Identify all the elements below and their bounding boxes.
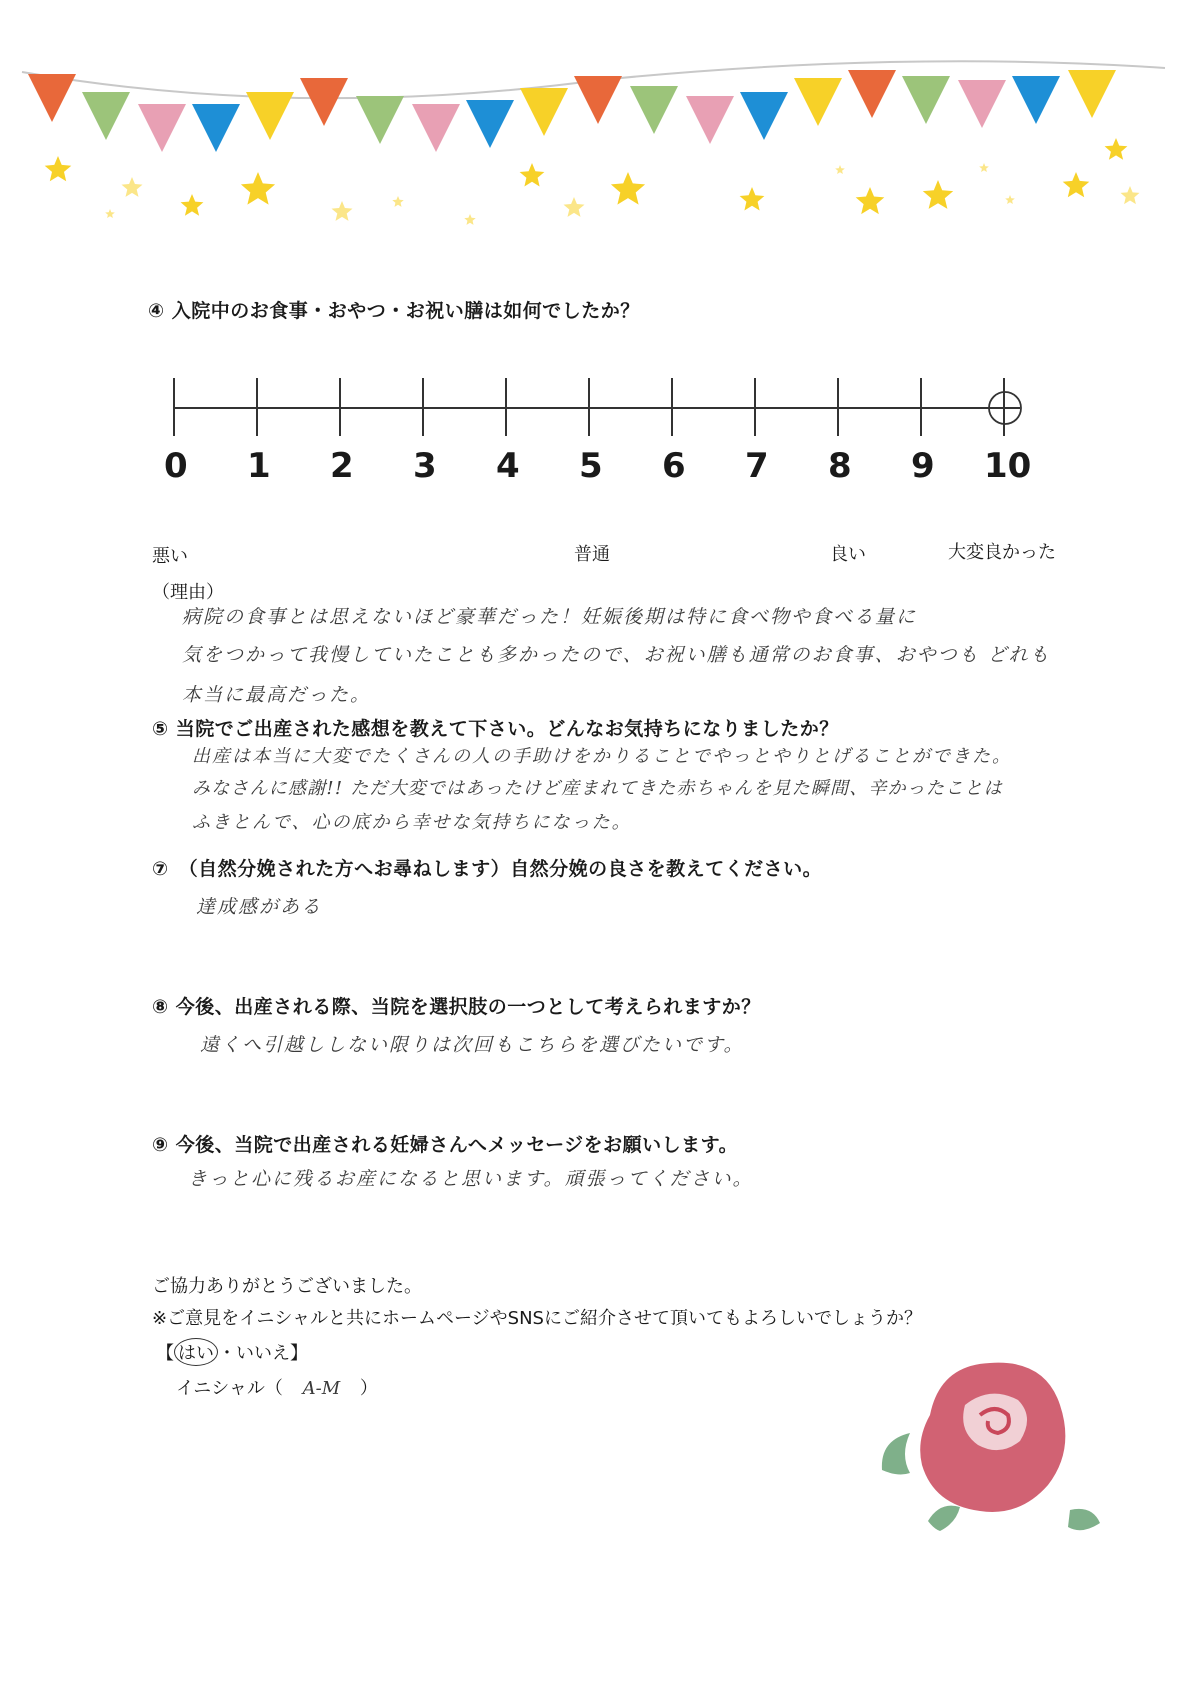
initial-label: イニシャル（ xyxy=(176,1378,283,1399)
scale-number-3: 3 xyxy=(413,446,437,486)
scale-number-2: 2 xyxy=(330,446,354,486)
star-icon xyxy=(45,156,72,181)
star-icon xyxy=(520,163,545,187)
scale-number-10: 10 xyxy=(984,446,1032,486)
bunting-flag xyxy=(574,76,622,124)
bunting-flag xyxy=(958,80,1006,128)
q5-answer-line-3: ふきとんで、心の底から幸せな気持ちになった。 xyxy=(192,812,632,833)
reason-line-2: 気をつかって我慢していたことも多かったので、お祝い膳も通常のお食事、おやつも どれも xyxy=(182,644,1051,666)
star-icon xyxy=(332,201,353,221)
bunting-flag xyxy=(848,70,896,118)
q8-answer: 遠くへ引越ししない限りは次回もこちらを選びたいです。 xyxy=(200,1034,745,1056)
scale-number-7: 7 xyxy=(745,446,769,486)
q5-answer-line-1: 出産は本当に大変でたくさんの人の手助けをかりることでやっとやりとげることができた。 xyxy=(192,746,1012,767)
consent-options xyxy=(156,1338,308,1366)
q4-question: ④ 入院中のお食事・おやつ・お祝い膳は如何でしたか？ xyxy=(148,300,640,322)
star-icon xyxy=(856,187,885,214)
scale-number-6: 6 xyxy=(662,446,686,486)
star-icon xyxy=(105,209,115,218)
q9-question: ⑨ 今後、当院で出産される妊婦さんへメッセージをお願いします。 xyxy=(152,1134,739,1156)
reason-line-1: 病院の食事とは思えないほど豪華だった！妊娠後期は特に食べ物や食べる量に xyxy=(182,606,918,628)
reason-label: （理由） xyxy=(152,582,224,603)
scale-number-9: 9 xyxy=(911,446,935,486)
star-icon xyxy=(1105,138,1128,160)
bunting-flag xyxy=(192,104,240,152)
bunting-flag xyxy=(466,100,514,148)
star-icon xyxy=(564,197,585,217)
scale-number-0: 0 xyxy=(164,446,188,486)
rose-illustration xyxy=(870,1345,1110,1545)
scale-number-1: 1 xyxy=(247,446,271,486)
label-normal: 普通 xyxy=(574,544,610,565)
bunting-flag xyxy=(794,78,842,126)
star-icon xyxy=(979,163,989,172)
reason-line-3: 本当に最高だった。 xyxy=(182,684,372,706)
star-icon xyxy=(611,172,645,205)
scale-number-5: 5 xyxy=(579,446,603,486)
rating-scale xyxy=(150,370,1050,440)
bunting-flag xyxy=(28,74,76,122)
scale-number-4: 4 xyxy=(496,446,520,486)
bunting-flag xyxy=(740,92,788,140)
star-icon xyxy=(392,196,403,207)
initial-close: ） xyxy=(359,1378,378,1399)
label-good: 良い xyxy=(830,544,866,565)
bunting-flag xyxy=(902,76,950,124)
bunting-flag xyxy=(686,96,734,144)
star-icon xyxy=(1063,172,1090,197)
star-icon xyxy=(740,187,765,211)
scale-number-8: 8 xyxy=(828,446,852,486)
q7-question: ⑦ （自然分娩された方へお尋ねします）自然分娩の良さを教えてください。 xyxy=(152,858,823,880)
star-icon xyxy=(923,180,953,209)
consent-yes: はい xyxy=(174,1338,218,1366)
bunting-flag xyxy=(412,104,460,152)
thanks-text: ご協力ありがとうございました。 xyxy=(152,1276,422,1297)
q8-question: ⑧ 今後、出産される際、当院を選択肢の一つとして考えられますか？ xyxy=(152,996,761,1018)
bunting-flag xyxy=(246,92,294,140)
star-icon xyxy=(464,214,475,225)
label-great: 大変良かった xyxy=(948,542,1056,563)
q9-answer: きっと心に残るお産になると思います。頑張ってください。 xyxy=(188,1168,754,1190)
q7-answer: 達成感がある xyxy=(196,896,323,918)
initial-value: A-M xyxy=(302,1378,341,1399)
consent-no: ・いいえ】 xyxy=(218,1343,308,1364)
bunting-flag xyxy=(356,96,404,144)
bunting-decoration xyxy=(0,0,1190,250)
q5-answer-line-2: みなさんに感謝!! ただ大変ではあったけど産まれてきた赤ちゃんを見た瞬間、辛かったことは xyxy=(192,778,1003,799)
star-icon xyxy=(835,165,845,174)
bunting-flag xyxy=(630,86,678,134)
initial-row xyxy=(176,1374,378,1400)
bunting-flag xyxy=(1068,70,1116,118)
star-icon xyxy=(122,177,143,197)
bunting-flag xyxy=(520,88,568,136)
consent-open-bracket: 【 xyxy=(156,1343,174,1364)
star-icon xyxy=(1005,195,1015,204)
star-icon xyxy=(241,172,275,205)
leaf-right xyxy=(1068,1509,1100,1530)
bunting-flag xyxy=(300,78,348,126)
star-icon xyxy=(1121,186,1140,204)
leaf-bottom xyxy=(928,1506,960,1531)
bunting-flag xyxy=(138,104,186,152)
bunting-flag xyxy=(82,92,130,140)
bunting-flag xyxy=(1012,76,1060,124)
q5-question: ⑤ 当院でご出産された感想を教えて下さい。どんなお気持ちになりましたか？ xyxy=(152,718,839,740)
star-icon xyxy=(181,194,204,216)
leaf-left xyxy=(882,1433,910,1474)
consent-question: ※ご意見をイニシャルと共にホームページやSNSにご紹介させて頂いてもよろしいでしょうか？ xyxy=(152,1308,922,1329)
label-bad: 悪い xyxy=(152,546,188,567)
